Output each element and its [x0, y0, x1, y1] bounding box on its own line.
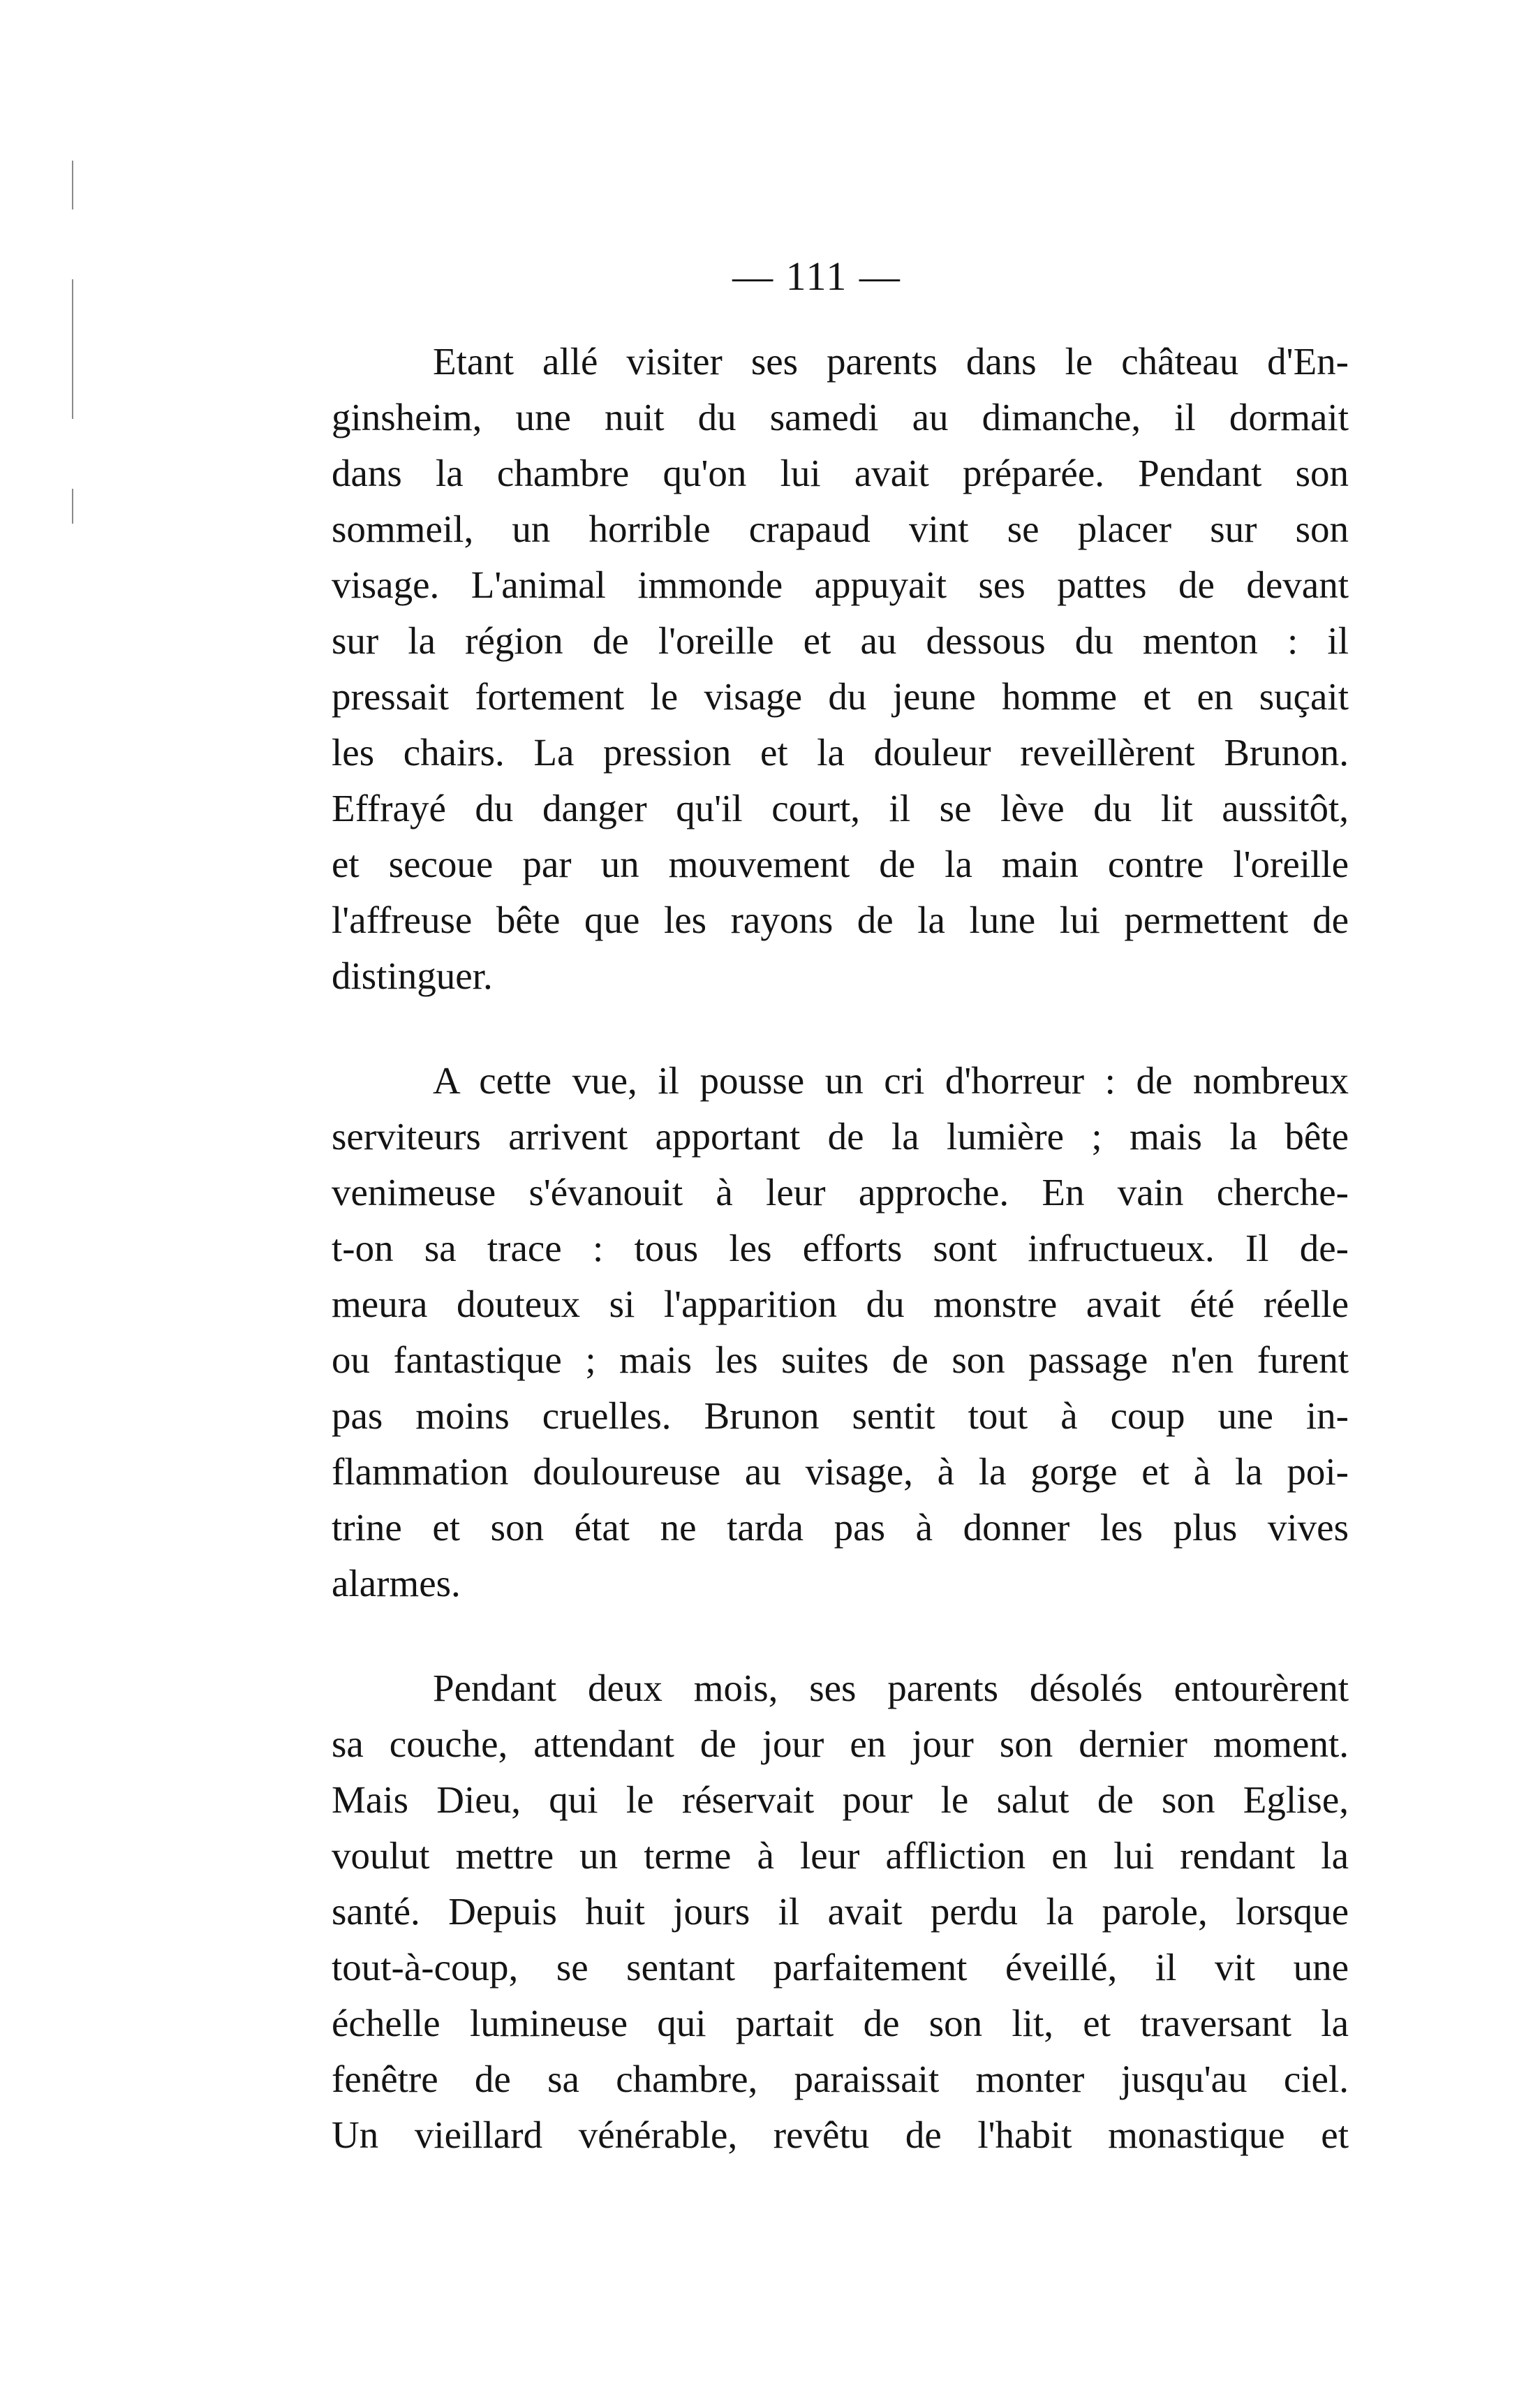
scan-mark [72, 161, 73, 209]
text-line: visage. L'animal immonde appuyait ses pattes de devant [332, 563, 1349, 606]
text-line: Pendant deux mois, ses parents désolés entourèrent [433, 1667, 1349, 1709]
text-line: les chairs. La pression et la douleur reveillèrent Brunon. [332, 731, 1349, 774]
body-text [332, 334, 1349, 2163]
page-number: — 111 — [732, 253, 901, 299]
text-line: dans la chambre qu'on lui avait préparée. Pendant son [332, 452, 1349, 494]
paragraph-spacer [332, 1611, 1349, 1660]
text-line: meura douteux si l'apparition du monstre avait été réelle [332, 1283, 1349, 1325]
text-line: échelle lumineuse qui partait de son lit, et traversant la [332, 2002, 1349, 2044]
text-line: Effrayé du danger qu'il court, il se lève du lit aussitôt, [332, 787, 1349, 829]
text-line: alarmes. [332, 1562, 461, 1604]
scan-mark [72, 279, 73, 419]
paragraph-spacer [332, 1004, 1349, 1053]
text-line: A cette vue, il pousse un cri d'horreur : de nombreux [433, 1059, 1349, 1102]
text-line: pressait fortement le visage du jeune homme et en suçait [332, 675, 1349, 718]
text-line: et secoue par un mouvement de la main contre l'oreille [332, 843, 1349, 885]
paragraph-3 [332, 1660, 1349, 2163]
text-line: flammation douloureuse au visage, à la gorge et à la poi- [332, 1450, 1349, 1493]
text-line: serviteurs arrivent apportant de la lumière ; mais la bête [332, 1115, 1349, 1158]
text-line: tout-à-coup, se sentant parfaitement éveillé, il vit une [332, 1946, 1349, 1989]
text-line: trine et son état ne tarda pas à donner les plus vives [332, 1506, 1349, 1549]
text-line: sur la région de l'oreille et au dessous du menton : il [332, 619, 1349, 662]
text-line: pas moins cruelles. Brunon sentit tout à coup une in- [332, 1394, 1349, 1437]
text-line: voulut mettre un terme à leur affliction en lui rendant la [332, 1834, 1349, 1877]
text-line: fenêtre de sa chambre, paraissait monter jusqu'au ciel. [332, 2058, 1349, 2100]
text-line: ginsheim, une nuit du samedi au dimanche, il dormait [332, 396, 1349, 438]
text-line: ou fantastique ; mais les suites de son passage n'en furent [332, 1338, 1349, 1381]
text-line: Mais Dieu, qui le réservait pour le salut de son Eglise, [332, 1778, 1349, 1821]
text-line: Etant allé visiter ses parents dans le château d'En- [433, 340, 1349, 383]
text-line: t-on sa trace : tous les efforts sont infructueux. Il de- [332, 1227, 1349, 1269]
text-line: l'affreuse bête que les rayons de la lune lui permettent de [332, 899, 1349, 941]
text-line: sa couche, attendant de jour en jour son dernier moment. [332, 1722, 1349, 1765]
text-line: santé. Depuis huit jours il avait perdu la parole, lorsque [332, 1890, 1349, 1933]
text-line: distinguer. [332, 954, 493, 997]
text-line: venimeuse s'évanouit à leur approche. En vain cherche- [332, 1171, 1349, 1213]
text-line: Un vieillard vénérable, revêtu de l'habit monastique et [332, 2113, 1349, 2156]
paragraph-2 [332, 1053, 1349, 1611]
paragraph-1 [332, 334, 1349, 1004]
scan-mark [72, 489, 73, 524]
text-line: sommeil, un horrible crapaud vint se placer sur son [332, 508, 1349, 550]
